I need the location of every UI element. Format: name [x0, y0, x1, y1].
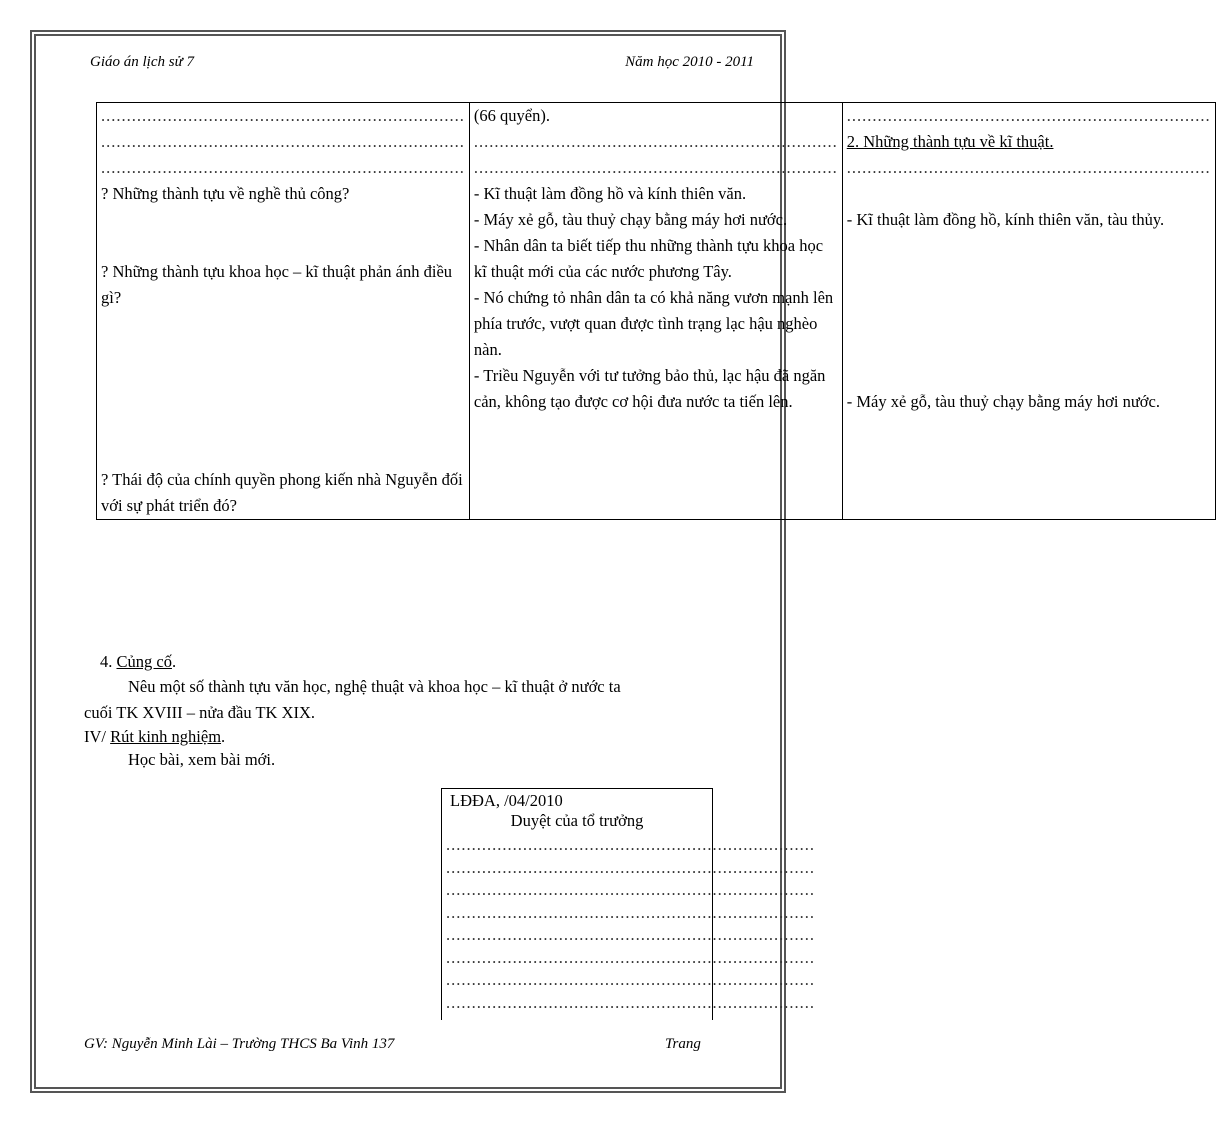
answer-machine: - Máy xẻ gỗ, tàu thuỷ chạy bằng máy hơi nước. [473, 210, 788, 229]
footer-page: Trang [665, 1036, 701, 1052]
section-title: Củng cố [116, 652, 172, 671]
spacer [101, 207, 465, 259]
question-crafts: ? Những thành tựu về nghề thủ công? [101, 184, 350, 203]
dotted-line [474, 129, 838, 155]
student-activity-cell [469, 103, 842, 520]
answer-clock: - Kĩ thuật làm đồng hồ và kính thiên văn. [473, 184, 747, 203]
book-count: (66 quyển). [473, 106, 550, 125]
homework-text: Học bài, xem bài mới. [128, 750, 276, 769]
answer-capability: - Nó chứng tỏ nhân dân ta có khả năng vươn mạnh lên phía trước, vượt quan được tình trạng lạc hậu nghèo nàn. [473, 288, 834, 359]
dotted-line [446, 858, 708, 881]
dotted-line [446, 948, 708, 971]
review-text: Nêu một số thành tựu văn học, nghệ thuật và khoa học – kĩ thuật ở nước ta [128, 677, 621, 696]
review-text-cont: cuối TK XVIII – nửa đầu TK XIX. [84, 703, 316, 722]
dotted-line [446, 880, 708, 903]
approval-date: LĐĐA, /04/2010 [450, 791, 563, 810]
dotted-line [474, 155, 838, 181]
lesson-table [96, 102, 1216, 520]
dotted-line [446, 835, 708, 858]
content-cell [842, 103, 1215, 520]
header-subject: Giáo án lịch sử 7 [90, 54, 195, 70]
table-row [97, 103, 1216, 520]
section-number: IV/ [84, 727, 106, 746]
question-attitude: ? Thái độ của chính quyền phong kiến nhà Nguyễn đối với sự phát triển đó? [101, 470, 463, 515]
teacher-activity-cell [97, 103, 470, 520]
section-number: 4. [100, 652, 113, 671]
dotted-line [101, 155, 465, 181]
answer-nguyen: - Triều Nguyễn với tư tưởng bảo thủ, lạc hậu đã ngăn cản, không tạo được cơ hội đưa nước ta tiến lên. [473, 366, 826, 411]
approval-box [441, 788, 713, 1020]
note-machine: - Máy xẻ gỗ, tàu thuỷ chạy bằng máy hơi nước. [846, 392, 1160, 411]
note-clock: - Kĩ thuật làm đồng hồ, kính thiên văn, tàu thủy. [846, 210, 1165, 229]
dotted-line [847, 103, 1211, 129]
footer-teacher: GV: Nguyễn Minh Lài – Trường THCS Ba Vinh 137 [84, 1036, 395, 1052]
section-title: Rút kinh nghiệm [110, 727, 222, 746]
dotted-line [847, 155, 1211, 181]
section-IV-heading [84, 727, 225, 747]
dotted-line [101, 129, 465, 155]
question-meaning: ? Những thành tựu khoa học – kĩ thuật phản ánh điều gì? [101, 262, 453, 307]
section-end: . [171, 652, 177, 671]
dotted-line [446, 970, 708, 993]
section-title-technique: 2. Những thành tựu về kĩ thuật. [846, 132, 1054, 151]
spacer [847, 181, 1211, 207]
spacer [847, 233, 1211, 389]
dotted-line [446, 903, 708, 926]
header-school-year: Năm học 2010 - 2011 [625, 54, 754, 70]
dotted-line [446, 993, 708, 1016]
spacer [101, 311, 465, 467]
dotted-line [446, 925, 708, 948]
section-end: . [221, 727, 226, 746]
section-4-heading [100, 652, 176, 672]
approval-title: Duyệt của tổ trưởng [510, 811, 644, 830]
dotted-line [101, 103, 465, 129]
answer-learning: - Nhân dân ta biết tiếp thu những thành tựu khoa học kĩ thuật mới của các nước phương Tây. [473, 236, 824, 281]
